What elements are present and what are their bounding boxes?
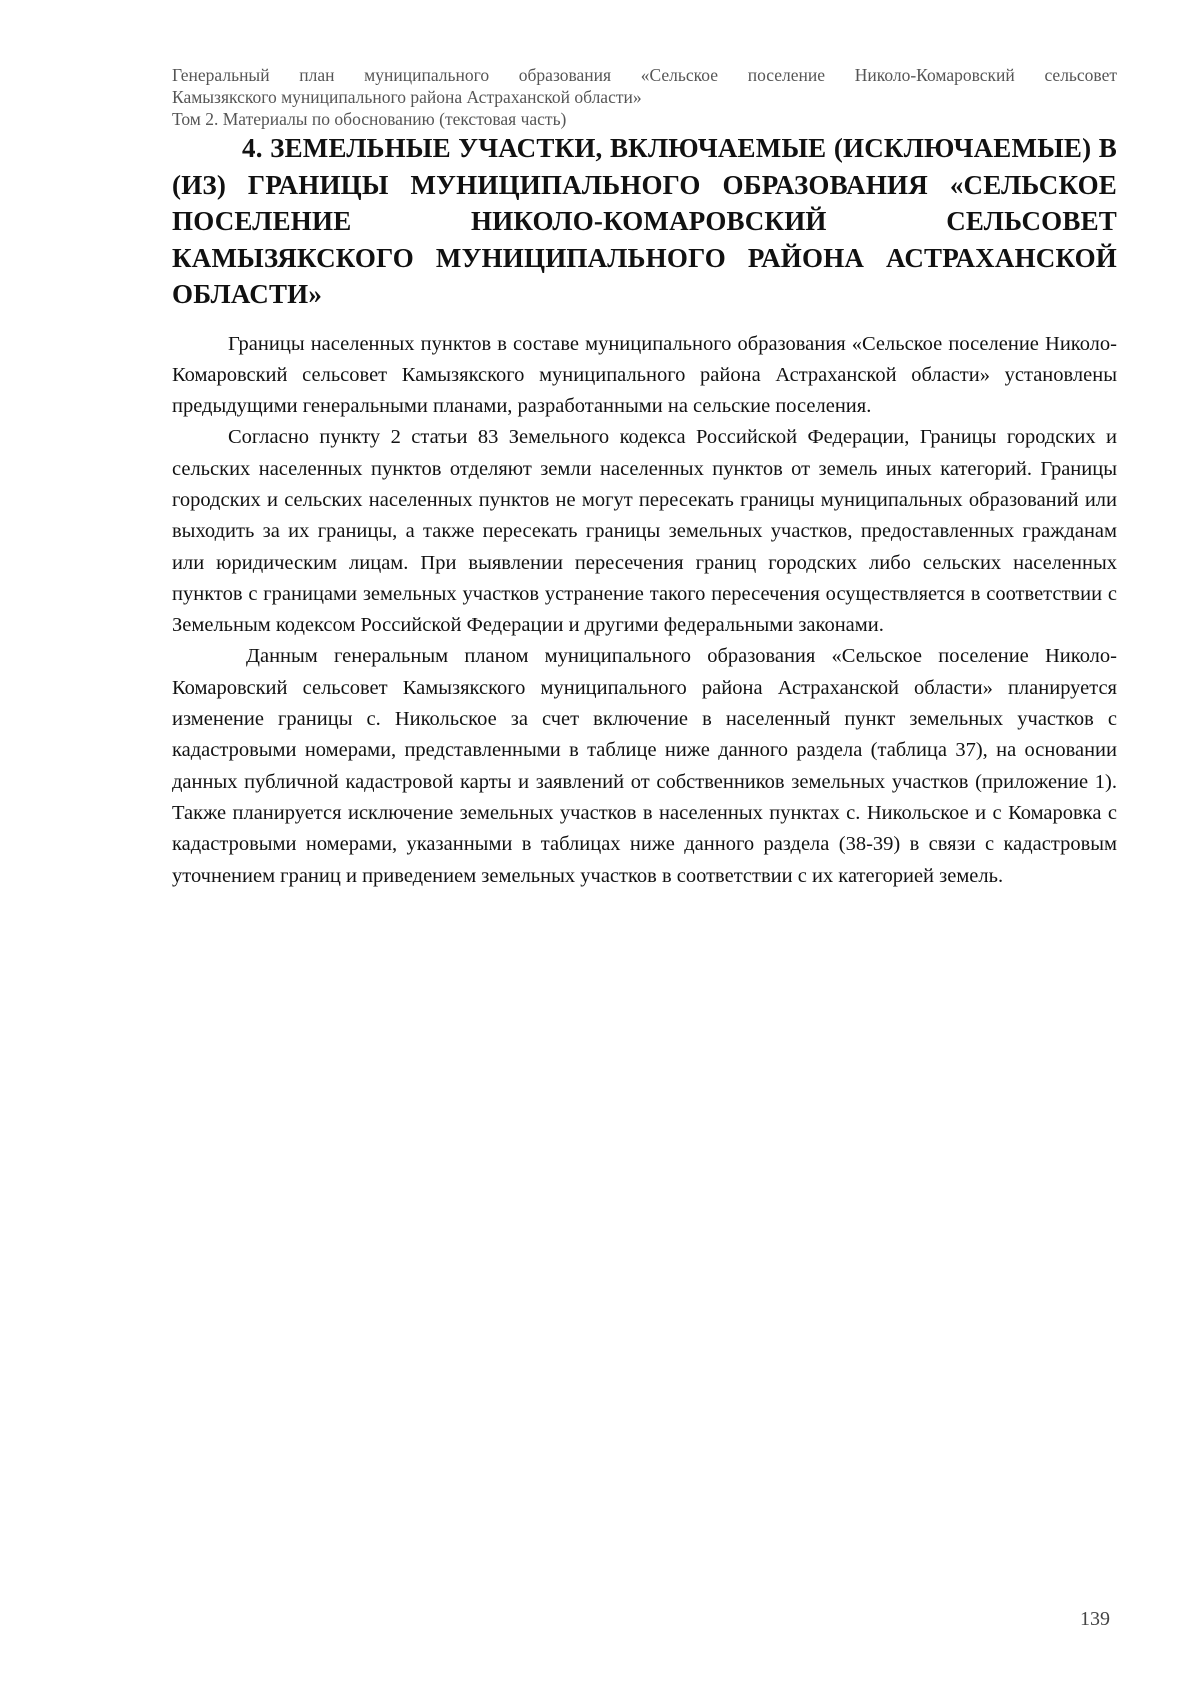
page-number: 139 bbox=[1080, 1608, 1110, 1630]
running-header bbox=[172, 64, 1117, 130]
section-title: 4. ЗЕМЕЛЬНЫЕ УЧАСТКИ, ВКЛЮЧАЕМЫЕ (ИСКЛЮЧАЕМЫЕ) В (ИЗ) ГРАНИЦЫ МУНИЦИПАЛЬНОГО ОБРАЗОВАНИЯ «СЕЛЬСКОЕ ПОСЕЛЕНИЕ НИКОЛО-КОМАРОВСКИЙ СЕЛЬСОВЕТ КАМЫЗЯКСКОГО МУНИЦИПАЛЬНОГО РАЙОНА АСТРАХАНСКОЙ ОБЛАСТИ» bbox=[172, 133, 1117, 309]
header-line-2: Камызякского муниципального района Астраханской области» bbox=[172, 87, 642, 107]
document-page bbox=[172, 64, 1117, 892]
body-text bbox=[172, 329, 1117, 892]
paragraph-2: Согласно пункту 2 статьи 83 Земельного кодекса Российской Федерации, Границы городских и сельских населенных пунктов отделяют земли населенных пунктов от земель иных категорий. Границы городских и сельских населенных пунктов не могут пересекать границы муниципальных образований или выходить за их границы, а также пересекать границы земельных участков, предоставленных гражданам или юридическим лицам. При выявлении пересечения границ городских либо сельских населенных пунктов с границами земельных участков устранение такого пересечения осуществляется в соответствии с Земельным кодексом Российской Федерации и другими федеральными законами. bbox=[172, 426, 1117, 637]
paragraph-1: Границы населенных пунктов в составе муниципального образования «Сельское поселение Николо-Комаровский сельсовет Камызякского муниципального района Астраханской области» установлены предыдущими генеральными планами, разработанными на сельские поселения. bbox=[172, 332, 1117, 418]
header-line-3: Том 2. Материалы по обоснованию (текстовая часть) bbox=[172, 109, 567, 129]
header-line-1: Генеральный план муниципального образования «Сельское поселение Николо-Комаровский сельсовет bbox=[172, 65, 1117, 85]
paragraph-3: Данным генеральным планом муниципального образования «Сельское поселение Николо-Комаровский сельсовет Камызякского муниципального района Астраханской области» планируется изменение границы с. Никольское за счет включение в населенный пункт земельных участков с кадастровыми номерами, представленными в таблице ниже данного раздела (таблица 37), на основании данных публичной кадастровой карты и заявлений от собственников земельных участков (приложение 1). Также планируется исключение земельных участков в населенных пунктах с. Никольское и с Комаровка с кадастровыми номерами, указанными в таблицах ниже данного раздела (38-39) в связи с кадастровым уточнением границ и приведением земельных участков в соответствии с их категорией земель. bbox=[172, 645, 1117, 887]
